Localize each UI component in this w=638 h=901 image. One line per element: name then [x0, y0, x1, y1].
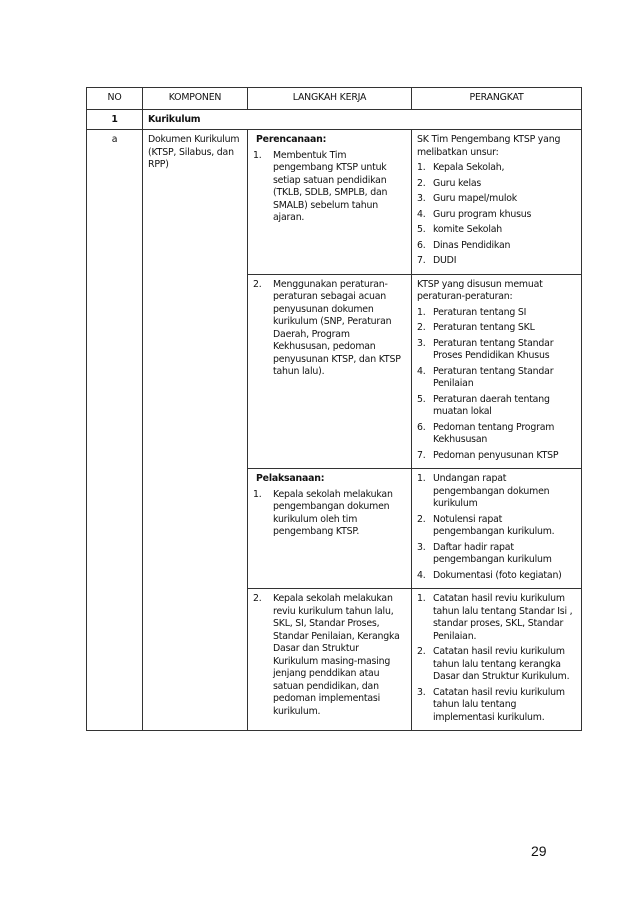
list-item-number: 3. [417, 193, 426, 204]
langkah-list [253, 150, 406, 225]
langkah-list [253, 279, 406, 379]
list-item-number: 6. [417, 239, 426, 251]
list-item-number: 3. [417, 337, 426, 349]
list-item [417, 224, 576, 237]
langkah-list [253, 489, 406, 539]
list-item-text: Membentuk Tim pengembang KTSP untuk setiap satuan pendidikan (TKLB, SDLB, SMPLB, dan SMALB) sebelum tahun ajaran. [273, 149, 388, 223]
list-item-text: komite Sekolah [433, 224, 503, 235]
list-item-number: 1. [253, 488, 262, 500]
list-item-text: Catatan hasil reviu kurikulum tahun lalu tentang Standar Isi , standar proses, SKL, Standar Penilaian. [433, 593, 573, 642]
perangkat-cell [412, 130, 582, 275]
list-item [417, 307, 576, 320]
list-item [417, 162, 576, 175]
list-item [253, 279, 406, 379]
list-item-number: 1. [417, 473, 426, 484]
perangkat-cell [412, 274, 582, 469]
list-item [417, 450, 576, 463]
list-item [417, 514, 576, 539]
list-item [417, 422, 576, 447]
list-item [417, 209, 576, 222]
list-item-number: 3. [417, 541, 426, 553]
header-row [87, 88, 582, 110]
list-item [417, 570, 576, 583]
list-item-number: 7. [417, 255, 426, 266]
list-item-text: Pedoman penyusunan KTSP [433, 449, 559, 461]
perangkat-intro: SK Tim Pengembang KTSP yang melibatkan unsur: [417, 134, 561, 158]
list-item [417, 366, 576, 391]
list-item-number: 2. [417, 646, 426, 657]
list-item-text: DUDI [433, 255, 457, 266]
perangkat-cell [412, 469, 582, 589]
list-item-text: Peraturan tentang Standar Penilaian [433, 365, 554, 389]
section-row [87, 109, 582, 130]
list-item [417, 240, 576, 253]
list-item-text: Dokumentasi (foto kegiatan) [433, 569, 562, 581]
section-title: Kurikulum [143, 109, 582, 130]
list-item [253, 489, 406, 539]
perangkat-list [417, 307, 576, 463]
list-item-number: 3. [417, 686, 426, 698]
list-item-number: 4. [417, 569, 426, 581]
list-item [417, 394, 576, 419]
list-item-text: Catatan hasil reviu kurikulum tahun lalu tentang kerangka Dasar dan Struktur Kurikulum. [433, 646, 570, 682]
list-item-text: Kepala sekolah melakukan pengembangan dokumen kurikulum oleh tim pengembang KTSP. [273, 488, 393, 537]
header-langkah-kerja: LANGKAH KERJA [248, 88, 412, 110]
perangkat-list [417, 473, 576, 582]
list-item-text: Pedoman tentang Program Kekhususan [433, 421, 555, 445]
list-item-text: Daftar hadir rapat pengembangan kurikulum [433, 541, 552, 565]
header-komponen: KOMPONEN [143, 88, 248, 110]
list-item [417, 255, 576, 268]
list-item [417, 338, 576, 363]
list-item [253, 150, 406, 225]
list-item-text: Guru program khusus [433, 208, 532, 220]
list-item-number: 6. [417, 421, 426, 433]
langkah-list [253, 593, 406, 718]
list-item-text: Kepala sekolah melakukan reviu kurikulum tahun lalu, SKL, SI, Standar Proses, Standar Penilaian, Kerangka Dasar dan Struktur Kurikulum masing-masing jenjang penddikan atau satuan pendidikan, dan pedoman implementasi kurikulum. [273, 593, 400, 717]
list-item [253, 593, 406, 718]
list-item-text: Dinas Pendidikan [433, 239, 511, 251]
list-item-number: 2. [417, 513, 426, 525]
perangkat-cell [412, 589, 582, 731]
header-no: NO [87, 88, 143, 110]
list-item-text: Guru kelas [433, 177, 482, 189]
langkah-cell [248, 469, 412, 589]
langkah-cell [248, 130, 412, 275]
list-item-text: Peraturan tentang Standar Proses Pendidikan Khusus [433, 337, 554, 361]
list-item [417, 542, 576, 567]
section-number: 1 [87, 109, 143, 130]
list-item-number: 1. [253, 149, 262, 161]
list-item [417, 593, 576, 643]
list-item-number: 1. [417, 162, 426, 173]
list-item-text: Undangan rapat pengembangan dokumen kurikulum [433, 473, 550, 509]
list-item-number: 4. [417, 365, 426, 377]
perangkat-list [417, 162, 576, 268]
header-perangkat: PERANGKAT [412, 88, 582, 110]
perangkat-intro: KTSP yang disusun memuat peraturan-peraturan: [417, 278, 543, 302]
list-item-text: Catatan hasil reviu kurikulum tahun lalu tentang implementasi kurikulum. [433, 686, 565, 723]
langkah-heading: Perencanaan: [256, 134, 327, 145]
langkah-cell [248, 274, 412, 469]
item-komponen: Dokumen Kurikulum (KTSP, Silabus, dan RPP) [143, 130, 248, 731]
list-item-text: Kepala Sekolah, [433, 162, 505, 173]
list-item-number: 7. [417, 449, 426, 461]
list-item-number: 1. [417, 306, 426, 318]
item-number: a [87, 130, 143, 731]
list-item-number: 2. [253, 278, 262, 290]
langkah-heading: Pelaksanaan: [256, 473, 325, 484]
list-item-text: Guru mapel/mulok [433, 193, 517, 204]
page-number: 29 [531, 843, 547, 859]
list-item [417, 178, 576, 191]
table-row [87, 130, 582, 275]
list-item [417, 646, 576, 684]
list-item-number: 2. [417, 177, 426, 189]
list-item-text: Peraturan tentang SKL [433, 322, 535, 333]
list-item [417, 687, 576, 725]
list-item-text: Peraturan daerah tentang muatan lokal [433, 393, 550, 417]
kurikulum-table [86, 87, 582, 731]
list-item-number: 1. [417, 593, 426, 604]
list-item [417, 473, 576, 511]
list-item [417, 322, 576, 335]
list-item-text: Notulensi rapat pengembangan kurikulum. [433, 513, 555, 537]
list-item [417, 193, 576, 206]
list-item-number: 5. [417, 224, 426, 235]
list-item-number: 2. [417, 322, 426, 333]
langkah-cell [248, 589, 412, 731]
list-item-number: 5. [417, 393, 426, 405]
list-item-number: 2. [253, 593, 262, 604]
list-item-text: Peraturan tentang SI [433, 306, 527, 318]
list-item-text: Menggunakan peraturan-peraturan sebagai acuan penyusunan dokumen kurikulum (SNP, Peraturan Daerah, Program Kekhususan, pedoman penyusunan KTSP, dan KTSP tahun lalu). [273, 278, 401, 377]
perangkat-list [417, 593, 576, 724]
list-item-number: 4. [417, 208, 426, 220]
